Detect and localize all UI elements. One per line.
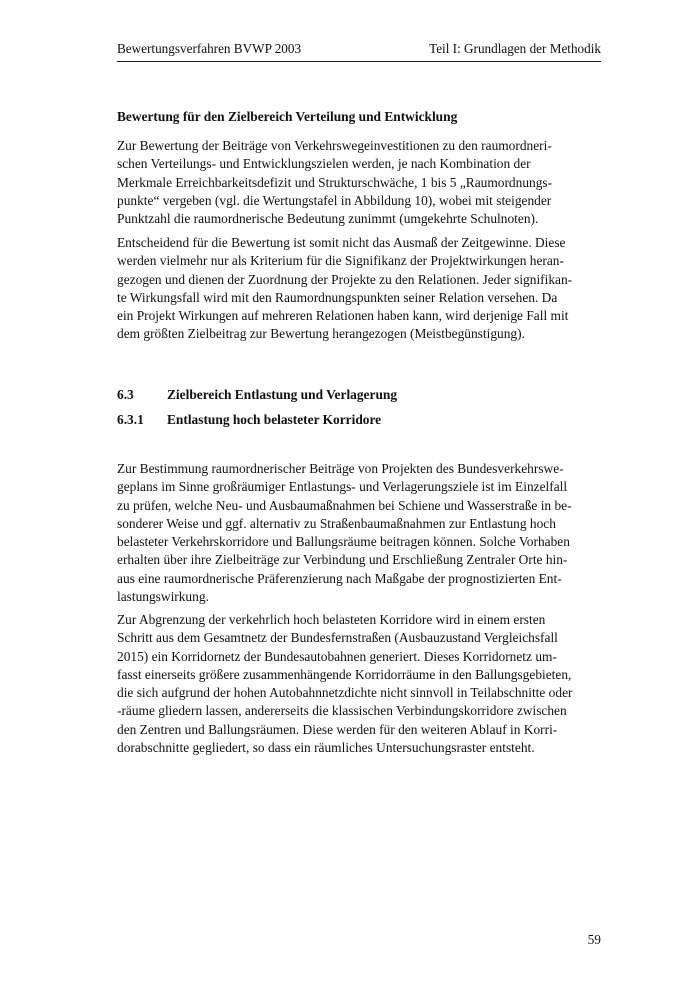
paragraph-3 — [117, 460, 607, 606]
paragraph-line: gezogen und dienen der Zuordnung der Projekte zu den Relationen. Jeder signifikan- — [117, 271, 573, 287]
heading-number: 6.3.1 — [117, 412, 144, 427]
paragraph-line: ein Projekt Wirkungen auf mehreren Relationen haben kann, wird derjenige Fall mit — [117, 308, 569, 324]
page-number: 59 — [587, 932, 601, 947]
paragraph-line: zu prüfen, welche Neu- und Ausbaumaßnahmen bei Schiene und Wasserstraße in be- — [117, 497, 572, 513]
paragraph-line: -räume gliedern lassen, andererseits die klassischen Verbindungskorridore zwischen — [117, 703, 567, 719]
paragraph-line: geplans im Sinne großräumiger Entlastungs- und Verlagerungsziele ist im Einzelfall — [117, 479, 568, 495]
section-title: Bewertung für den Zielbereich Verteilung und Entwicklung — [117, 109, 458, 124]
paragraph-1 — [117, 137, 607, 228]
paragraph-4 — [117, 611, 607, 757]
paragraph-line: erhalten über ihre Zielbeiträge zur Verbindung und Erschließung Zentraler Orte hin- — [117, 552, 568, 568]
heading-6-3 — [117, 386, 397, 404]
paragraph-line: schen Verteilungs- und Entwicklungszielen werden, je nach Kombination der — [117, 156, 531, 172]
paragraph-line: aus eine raumordnerische Präferenzierung nach Maßgabe der prognostizierten Ent- — [117, 570, 562, 586]
heading-number: 6.3 — [117, 387, 134, 402]
paragraph-line: dem größten Zielbeitrag zur Bewertung herangezogen (Meistbegünstigung). — [117, 326, 525, 342]
paragraph-line: Entscheidend für die Bewertung ist somit nicht das Ausmaß der Zeitgewinne. Diese — [117, 235, 566, 250]
paragraph-line: den Zentren und Ballungsräumen. Diese werden für den weiteren Ablauf in Korri- — [117, 721, 558, 737]
paragraph-line: belasteter Verkehrskorridore und Ballungsräume beitragen können. Solche Vorhaben — [117, 534, 570, 550]
paragraph-line: dorabschnitte gegliedert, so dass ein räumliches Untersuchungsraster entsteht. — [117, 740, 535, 756]
paragraph-2 — [117, 234, 607, 344]
paragraph-line: Zur Abgrenzung der verkehrlich hoch belasteten Korridore wird in einem ersten — [117, 612, 546, 627]
paragraph-line: werden vielmehr nur als Kriterium für die Signifikanz der Projektwirkungen heran- — [117, 253, 564, 269]
paragraph-line: lastungswirkung. — [117, 589, 209, 605]
paragraph-line: Zur Bewertung der Beiträge von Verkehrswegeinvestitionen zu den raumordneri- — [117, 138, 552, 153]
paragraph-line: te Wirkungsfall wird mit den Raumordnungspunkten seiner Relation versehen. Da — [117, 289, 558, 305]
heading-6-3-1 — [117, 411, 381, 429]
heading-text: Entlastung hoch belasteter Korridore — [167, 412, 382, 427]
paragraph-line: Schritt aus dem Gesamtnetz der Bundesfernstraßen (Ausbauzustand Vergleichsfall — [117, 630, 558, 646]
paragraph-line: Zur Bestimmung raumordnerischer Beiträge von Projekten des Bundesverkehrswe- — [117, 461, 564, 476]
paragraph-line: die sich aufgrund der hohen Autobahnnetzdichte nicht sinnvoll in Teilabschnitte oder — [117, 685, 573, 701]
heading-text: Zielbereich Entlastung und Verlagerung — [167, 387, 398, 402]
paragraph-line: punkte“ vergeben (vgl. die Wertungstafel in Abbildung 10), wobei mit steigender — [117, 192, 552, 208]
paragraph-line: 2015) ein Korridornetz der Bundesautobahnen generiert. Dieses Korridornetz um- — [117, 648, 557, 664]
paragraph-line: sonderer Weise und ggf. alternativ zu Straßenbaumaßnahmen zur Entlastung hoch — [117, 515, 556, 531]
header-part-title: Teil I: Grundlagen der Methodik — [429, 41, 601, 56]
page-header — [117, 41, 601, 62]
paragraph-line: Merkmale Erreichbarkeitsdefizit und Strukturschwäche, 1 bis 5 „Raumordnungs- — [117, 174, 553, 190]
paragraph-line: fasst einerseits größere zusammenhängende Korridorräume in den Ballungsgebieten, — [117, 666, 572, 682]
header-document-title: Bewertungsverfahren BVWP 2003 — [117, 41, 302, 56]
paragraph-line: Punktzahl die raumordnerische Bedeutung zunimmt (umgekehrte Schulnoten). — [117, 211, 539, 227]
